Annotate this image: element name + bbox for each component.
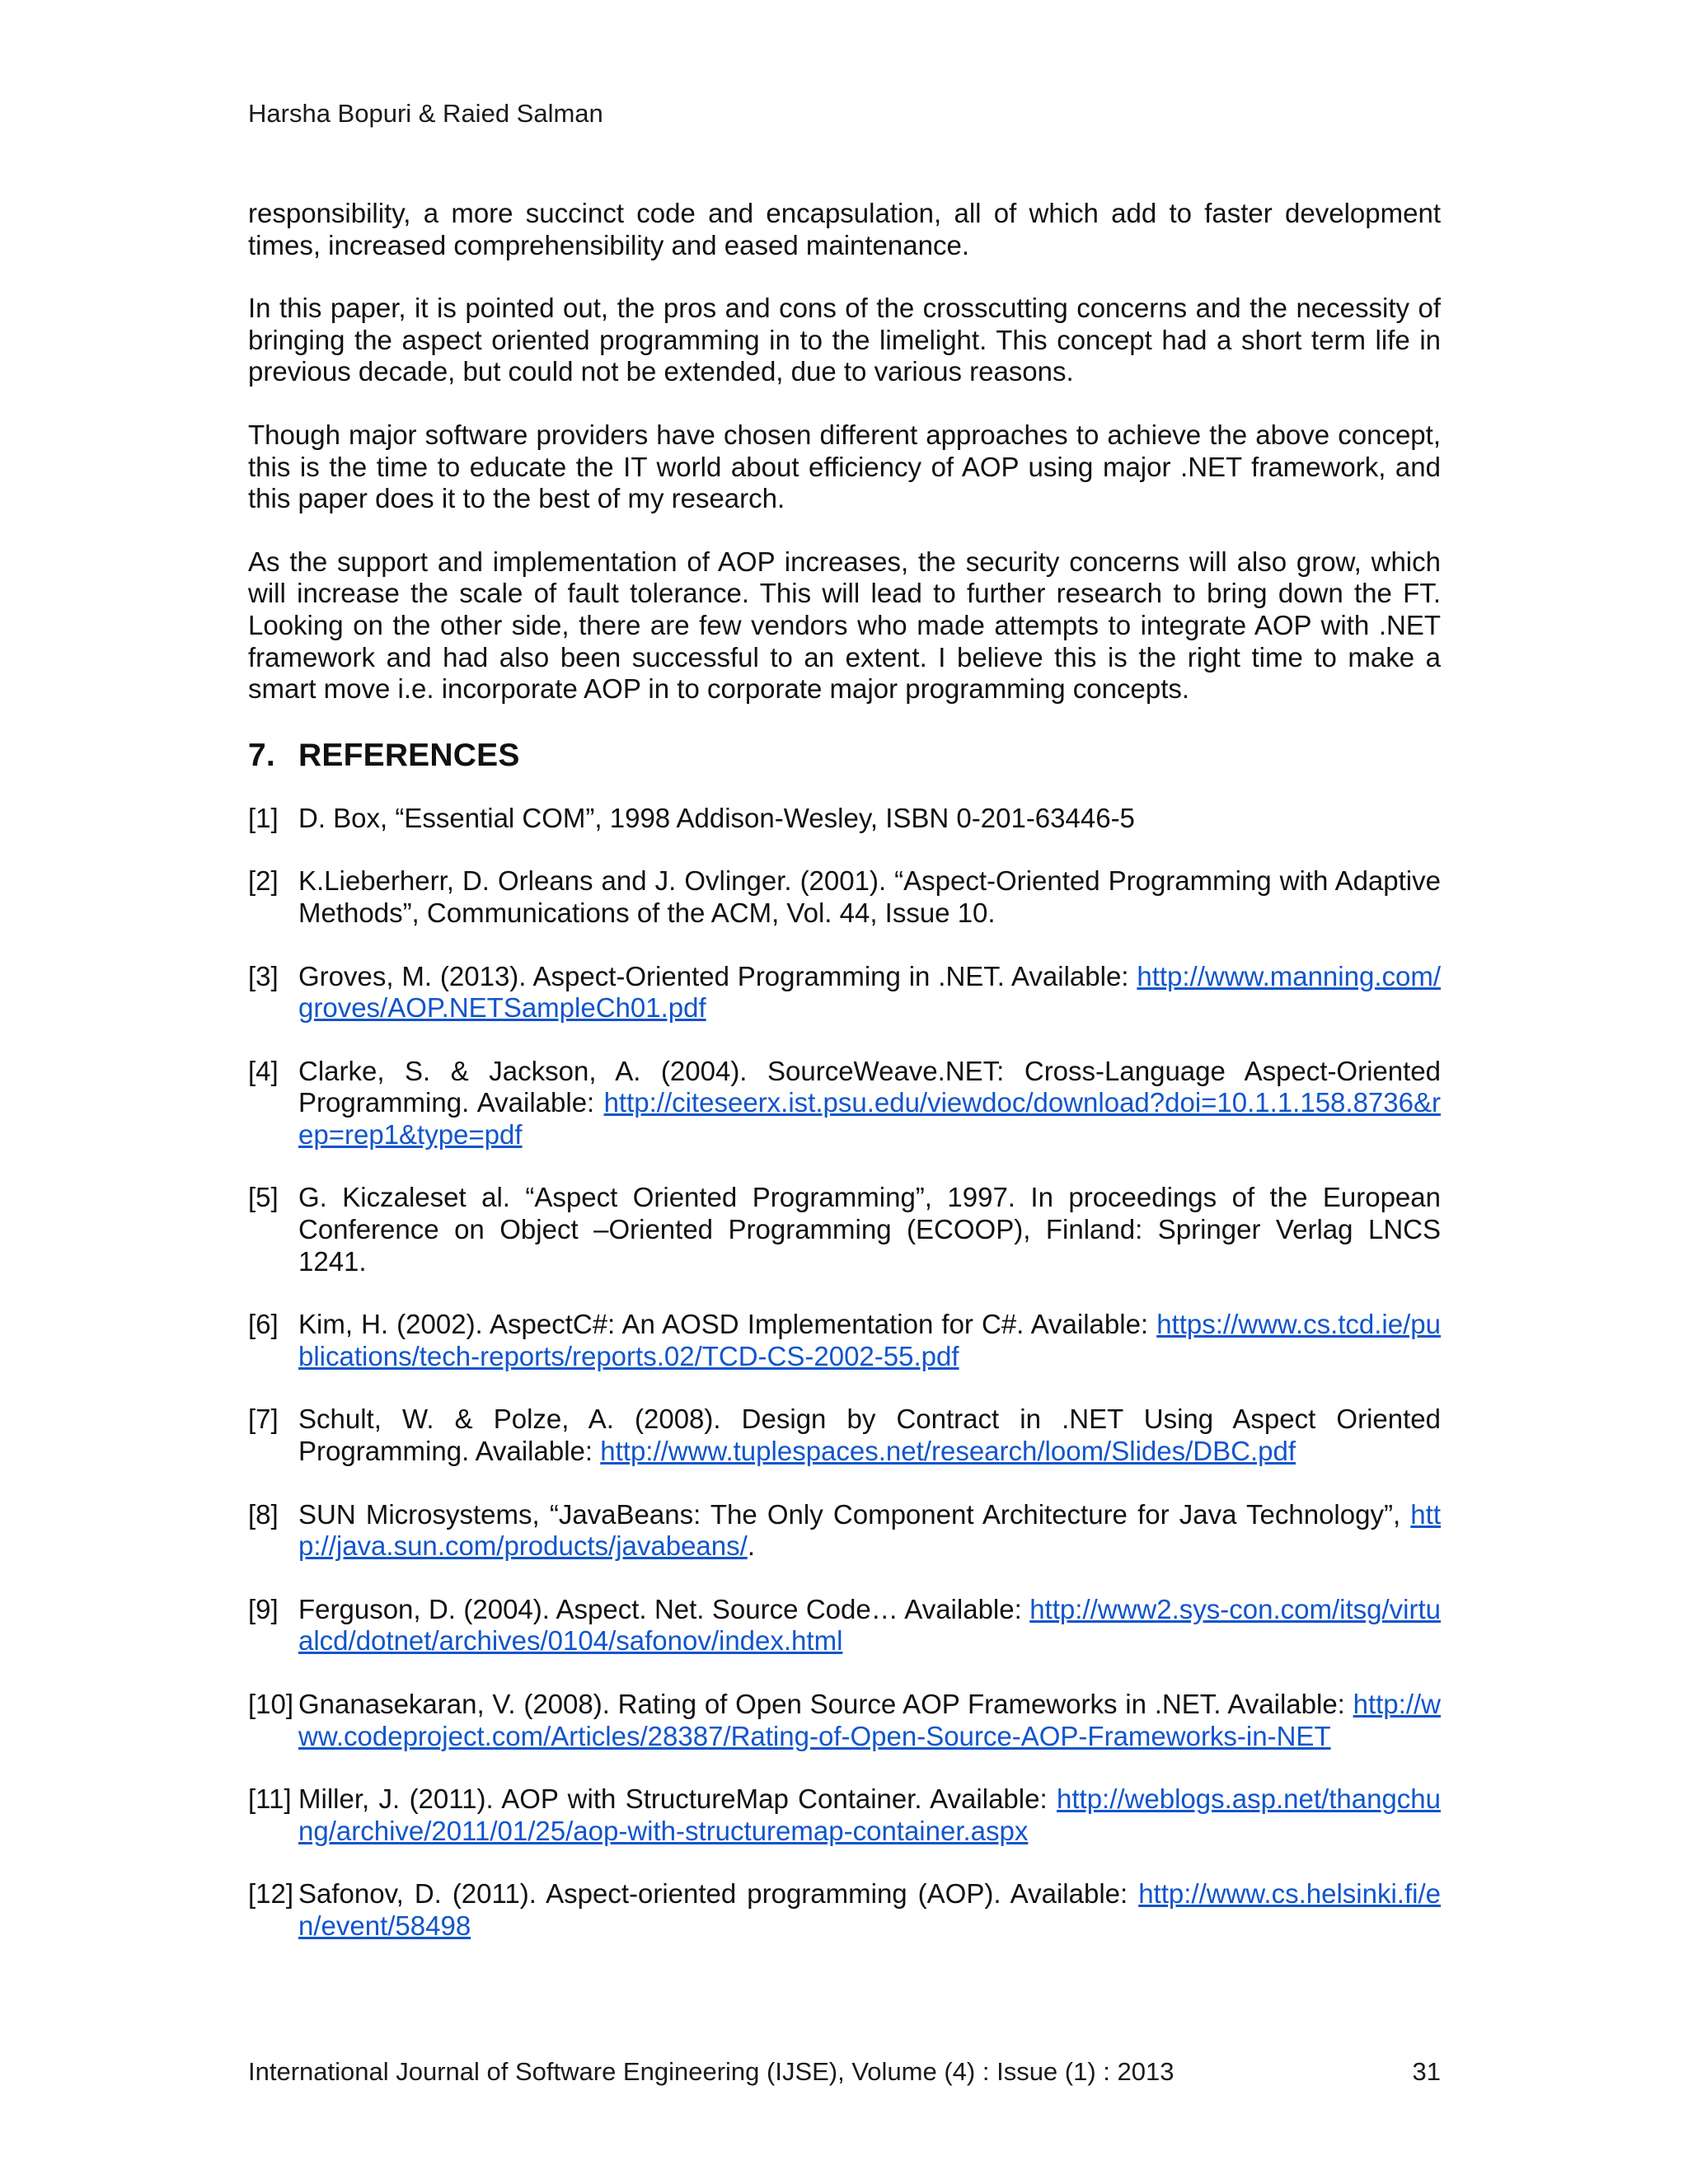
reference-item [248,1309,1441,1372]
reference-link[interactable]: http://citeseerx.ist.psu.edu/viewdoc/download?doi=10.1.1.158.8736&rep=rep1&type=pdf [298,1087,1441,1150]
reference-item [248,803,1441,835]
section-heading [248,737,1441,775]
section-number: 7. [248,737,275,773]
reference-text: SUN Microsystems, “JavaBeans: The Only Component Architecture for Java Technology”, [298,1498,1411,1530]
reference-text: Kim, H. (2002). AspectC#: An AOSD Implementation for C#. Available: [298,1309,1157,1340]
page-footer [248,2055,1441,2088]
reference-suffix: . [747,1530,755,1562]
reference-number: [5] [248,1182,279,1213]
reference-item [248,865,1441,929]
reference-item [248,1056,1441,1151]
reference-text: Schult, W. & Polze, A. (2008). Design by Contract in .NET Using Aspect Oriented Programming. Available: [298,1404,1441,1467]
reference-item [248,1878,1441,1942]
reference-item [248,961,1441,1024]
reference-text: Safonov, D. (2011). Aspect-oriented programming (AOP). Available: [298,1878,1139,1910]
body-paragraph: responsibility, a more succinct code and encapsulation, all of which add to faster development times, increased comprehensibility and eased maintenance. [248,198,1441,260]
reference-text: Groves, M. (2013). Aspect-Oriented Programming in .NET. Available: [298,960,1137,991]
reference-number: [6] [248,1309,279,1340]
running-head: Harsha Bopuri & Raied Salman [248,99,603,128]
reference-number: [8] [248,1498,279,1530]
reference-number: [12] [248,1878,294,1910]
reference-link[interactable]: http://www2.sys-con.com/itsg/virtualcd/dotnet/archives/0104/safonov/index.html [298,1593,1441,1657]
reference-number: [10] [248,1689,294,1719]
journal-citation: International Journal of Software Engineering (IJSE), Volume (4) : Issue (1) : 2013 [248,2057,1175,2086]
reference-text: Gnanasekaran, V. (2008). Rating of Open Source AOP Frameworks in .NET. Available: [298,1689,1353,1719]
reference-item [248,1182,1441,1277]
reference-text: K.Lieberherr, D. Orleans and J. Ovlinger. (2001). “Aspect-Oriented Programming with Adaptive Methods”, Communications of the ACM, Vol. 44, Issue 10. [298,865,1441,928]
body-paragraph: As the support and implementation of AOP increases, the security concerns will also grow, which will increase the scale of fault tolerance. This will lead to further research to bring down the FT. Looking on the other side, there are few vendors who made attempts to integrate AOP with .NET framework and had also been successful to an extent. I believe this is the right time to make a smart move i.e. incorporate AOP in to corporate major programming concepts. [248,546,1441,705]
reference-text: G. Kiczaleset al. “Aspect Oriented Programming”, 1997. In proceedings of the European Conference on Object –Oriented Programming (ECOOP), Finland: Springer Verlag LNCS 1241. [298,1182,1441,1277]
reference-link[interactable]: http://www.cs.helsinki.fi/en/event/58498 [298,1878,1441,1941]
reference-link[interactable]: http://weblogs.asp.net/thangchung/archive/2011/01/25/aop-with-structuremap-container.aspx [298,1783,1441,1846]
page-number: 31 [1412,2057,1441,2086]
reference-text: Ferguson, D. (2004). Aspect. Net. Source Code… Available: [298,1593,1030,1624]
reference-item [248,1499,1441,1563]
reference-link[interactable]: https://www.cs.tcd.ie/publications/tech-reports/reports.02/TCD-CS-2002-55.pdf [298,1309,1441,1371]
reference-number: [2] [248,865,279,897]
reference-number: [1] [248,802,279,833]
reference-link[interactable]: http://www.tuplespaces.net/research/loom/Slides/DBC.pdf [600,1436,1296,1467]
reference-number: [11] [248,1783,292,1815]
body-paragraph: In this paper, it is pointed out, the pros and cons of the crosscutting concerns and the necessity of bringing the aspect oriented programming in to the limelight. This concept had a short term life in previous decade, but could not be extended, due to various reasons. [248,293,1441,387]
reference-item [248,1594,1441,1657]
body-text [248,198,1441,1974]
reference-link[interactable]: http://www.codeproject.com/Articles/28387/Rating-of-Open-Source-AOP-Frameworks-in-NET [298,1689,1441,1751]
reference-list [248,803,1441,1943]
reference-item [248,1783,1441,1847]
reference-text: Clarke, S. & Jackson, A. (2004). SourceWeave.NET: Cross-Language Aspect-Oriented Programming. Available: [298,1055,1441,1118]
reference-item [248,1689,1441,1752]
section-title: REFERENCES [298,737,520,773]
reference-number: [7] [248,1404,279,1435]
reference-item [248,1404,1441,1467]
reference-link[interactable]: http://java.sun.com/products/javabeans/ [298,1498,1441,1562]
reference-text: D. Box, “Essential COM”, 1998 Addison-Wesley, ISBN 0-201-63446-5 [298,802,1135,833]
reference-text: Miller, J. (2011). AOP with StructureMap Container. Available: [298,1783,1057,1815]
body-paragraph: Though major software providers have chosen different approaches to achieve the above concept, this is the time to educate the IT world about efficiency of AOP using major .NET framework, and this paper does it to the best of my research. [248,419,1441,514]
reference-number: [4] [248,1055,279,1086]
reference-number: [3] [248,960,279,991]
reference-number: [9] [248,1593,279,1624]
reference-link[interactable]: http://www.manning.com/groves/AOP.NETSampleCh01.pdf [298,960,1441,1024]
